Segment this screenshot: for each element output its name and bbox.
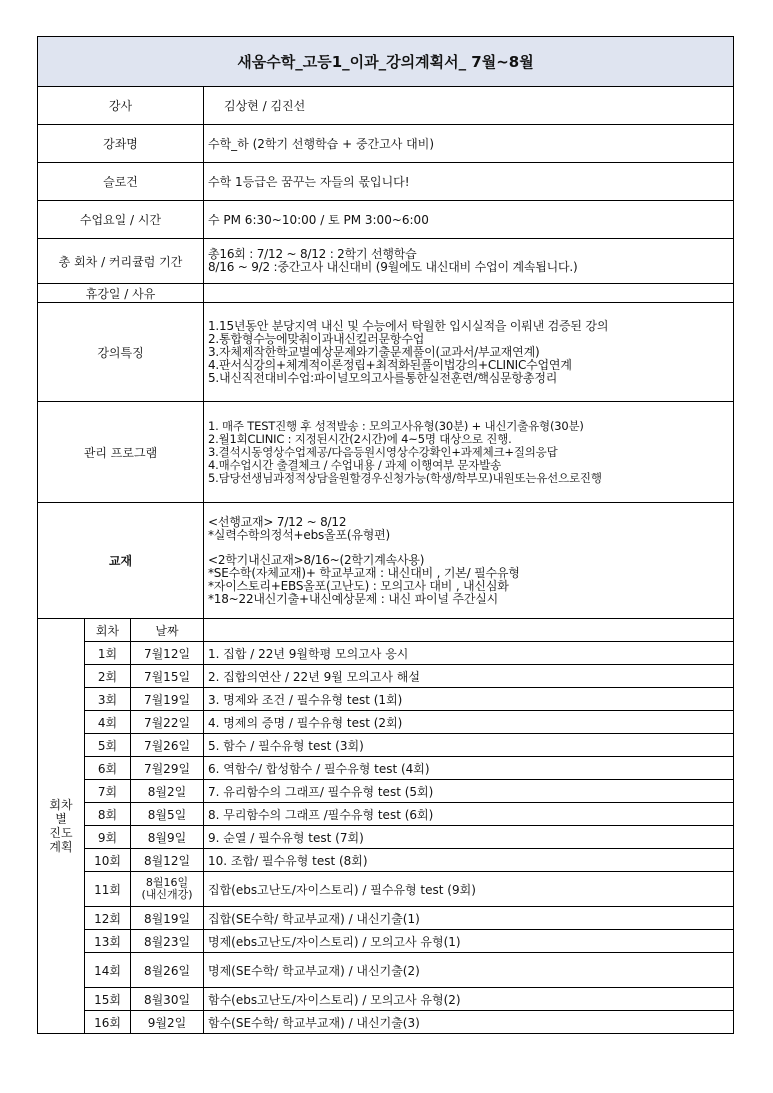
textbook-line: <2학기내신교재>8/16~(2학기계속사용) (208, 552, 425, 567)
schedule-label-line: 계획 (49, 840, 73, 854)
management-item: 1. 매주 TEST진행 후 성적발송 : 모의고사유형(30분) + 내신기출유형(30분) (208, 418, 584, 433)
schedule-date: 7월29일 (131, 757, 204, 780)
management-label: 관리 프로그램 (38, 402, 204, 503)
textbook-line: *실력수학의정석+ebs올포(유형편) (208, 527, 390, 542)
feature-item: 5.내신직전대비수업:파이널모의고사를통한실전훈련/핵심문항총정리 (208, 370, 558, 385)
class-time-label: 수업요일 / 시간 (38, 201, 204, 239)
management-list (204, 402, 734, 503)
schedule-row (38, 826, 734, 849)
schedule-section-label (38, 619, 85, 1034)
schedule-content: 10. 조합/ 필수유형 test (8회) (204, 849, 734, 872)
management-item: 2.월1회CLINIC : 지정된시간(2시간)에 4~5명 대상으로 진행. (208, 431, 512, 446)
schedule-round: 3회 (85, 688, 131, 711)
instructor-value: 김상현 / 김진선 (204, 87, 734, 125)
schedule-content: 1. 집합 / 22년 9월학평 모의고사 응시 (204, 642, 734, 665)
schedule-content: 함수(ebs고난도/자이스토리) / 모의고사 유형(2) (204, 988, 734, 1011)
textbook-list (204, 503, 734, 619)
schedule-round: 1회 (85, 642, 131, 665)
schedule-content: 8. 무리함수의 그래프 /필수유형 test (6회) (204, 803, 734, 826)
schedule-content: 함수(SE수학/ 학교부교재) / 내신기출(3) (204, 1011, 734, 1034)
schedule-round: 14회 (85, 953, 131, 988)
schedule-date: 8월19일 (131, 907, 204, 930)
schedule-row (38, 872, 734, 907)
textbook-line: *SE수학(자체교재)+ 학교부교재 : 내신대비 , 기본/ 필수유형 (208, 565, 520, 580)
feature-item: 2.통합형수능에맞춰이과내신킬러문항수업 (208, 331, 425, 346)
column-header-content (204, 619, 734, 642)
schedule-row (38, 953, 734, 988)
schedule-round: 16회 (85, 1011, 131, 1034)
schedule-row (38, 930, 734, 953)
slogan-value: 수학 1등급은 꿈꾸는 자들의 몫입니다! (204, 163, 734, 201)
schedule-date: 8월5일 (131, 803, 204, 826)
schedule-content: 4. 명제의 증명 / 필수유형 test (2회) (204, 711, 734, 734)
features-label: 강의특징 (38, 303, 204, 402)
schedule-row (38, 1011, 734, 1034)
schedule-round: 11회 (85, 872, 131, 907)
textbook-line: *18~22내신기출+내신예상문제 : 내신 파이널 주간실시 (208, 591, 498, 606)
schedule-date: 8월9일 (131, 826, 204, 849)
course-value: 수학_하 (2학기 선행학습 + 중간고사 대비) (204, 125, 734, 163)
schedule-round: 13회 (85, 930, 131, 953)
schedule-round: 12회 (85, 907, 131, 930)
schedule-round: 8회 (85, 803, 131, 826)
document-title: 새움수학_고등1_이과_강의계획서_ 7월~8월 (38, 37, 734, 87)
lecture-plan-table (37, 36, 734, 1034)
schedule-row (38, 734, 734, 757)
schedule-round: 6회 (85, 757, 131, 780)
schedule-content: 2. 집합의연산 / 22년 9월 모의고사 해설 (204, 665, 734, 688)
schedule-content: 명제(ebs고난도/자이스토리) / 모의고사 유형(1) (204, 930, 734, 953)
schedule-row (38, 803, 734, 826)
schedule-round: 10회 (85, 849, 131, 872)
schedule-content: 집합(SE수학/ 학교부교재) / 내신기출(1) (204, 907, 734, 930)
feature-item: 4.판서식강의+체계적이론정립+최적화된풀이법강의+CLINIC수업연계 (208, 357, 572, 372)
schedule-row (38, 988, 734, 1011)
schedule-date-note: (내신개강) (141, 888, 193, 901)
features-list (204, 303, 734, 402)
feature-item: 3.자체제작한학교별예상문제와기출문제풀이(교과서/부교재연계) (208, 344, 540, 359)
schedule-date: 8월2일 (131, 780, 204, 803)
schedule-round: 2회 (85, 665, 131, 688)
schedule-row (38, 665, 734, 688)
period-value (204, 239, 734, 284)
holiday-value (204, 284, 734, 303)
schedule-content: 5. 함수 / 필수유형 test (3회) (204, 734, 734, 757)
schedule-date-value: 8월16일 (145, 876, 189, 889)
schedule-date: 7월26일 (131, 734, 204, 757)
schedule-date: 9월2일 (131, 1011, 204, 1034)
schedule-date: 7월12일 (131, 642, 204, 665)
period-line: 8/16 ~ 9/2 :중간고사 내신대비 (9월에도 내신대비 수업이 계속됩니다.) (208, 260, 578, 274)
class-time-value: 수 PM 6:30~10:00 / 토 PM 3:00~6:00 (204, 201, 734, 239)
schedule-content: 명제(SE수학/ 학교부교재) / 내신기출(2) (204, 953, 734, 988)
schedule-label-line: 별 (55, 812, 67, 826)
schedule-row (38, 711, 734, 734)
schedule-row (38, 757, 734, 780)
schedule-date: 7월22일 (131, 711, 204, 734)
schedule-row (38, 642, 734, 665)
instructor-label: 강사 (38, 87, 204, 125)
schedule-round: 7회 (85, 780, 131, 803)
schedule-date: 7월15일 (131, 665, 204, 688)
schedule-label-line: 진도 (49, 826, 73, 840)
schedule-row (38, 780, 734, 803)
schedule-content: 9. 순열 / 필수유형 test (7회) (204, 826, 734, 849)
schedule-content: 집합(ebs고난도/자이스토리) / 필수유형 test (9회) (204, 872, 734, 907)
schedule-content: 3. 명제와 조건 / 필수유형 test (1회) (204, 688, 734, 711)
schedule-round: 9회 (85, 826, 131, 849)
column-header-round: 회차 (85, 619, 131, 642)
slogan-label: 슬로건 (38, 163, 204, 201)
holiday-label: 휴강일 / 사유 (38, 284, 204, 303)
schedule-date (131, 872, 204, 907)
schedule-round: 5회 (85, 734, 131, 757)
period-line: 총16회 : 7/12 ~ 8/12 : 2학기 선행학습 (208, 247, 417, 261)
schedule-label-line: 회차 (49, 798, 73, 812)
management-item: 4.매수업시간 출결체크 / 수업내용 / 과제 이행여부 문자발송 (208, 457, 502, 472)
schedule-row (38, 849, 734, 872)
textbook-line: <선행교재> 7/12 ~ 8/12 (208, 514, 347, 529)
management-item: 5.담당선생님과정적상담을원할경우신청가능(학생/학부모)내원또는유선으로진행 (208, 470, 602, 485)
schedule-row (38, 907, 734, 930)
schedule-content: 7. 유리함수의 그래프/ 필수유형 test (5회) (204, 780, 734, 803)
management-item: 3.결석시동영상수업제공/다음등원시영상수강확인+과제체크+질의응답 (208, 444, 558, 459)
schedule-row (38, 688, 734, 711)
schedule-round: 4회 (85, 711, 131, 734)
schedule-date: 7월19일 (131, 688, 204, 711)
textbook-label: 교재 (38, 503, 204, 619)
course-label: 강좌명 (38, 125, 204, 163)
schedule-date: 8월12일 (131, 849, 204, 872)
schedule-date: 8월26일 (131, 953, 204, 988)
textbook-line: *자이스토리+EBS올포(고난도) : 모의고사 대비 , 내신심화 (208, 578, 509, 593)
period-label: 총 회차 / 커리큘럼 기간 (38, 239, 204, 284)
schedule-content: 6. 역함수/ 합성함수 / 필수유형 test (4회) (204, 757, 734, 780)
schedule-date: 8월23일 (131, 930, 204, 953)
schedule-date: 8월30일 (131, 988, 204, 1011)
schedule-round: 15회 (85, 988, 131, 1011)
feature-item: 1.15년동안 분당지역 내신 및 수능에서 탁월한 입시실적을 이뤄낸 검증된 강의 (208, 318, 609, 333)
column-header-date: 날짜 (131, 619, 204, 642)
